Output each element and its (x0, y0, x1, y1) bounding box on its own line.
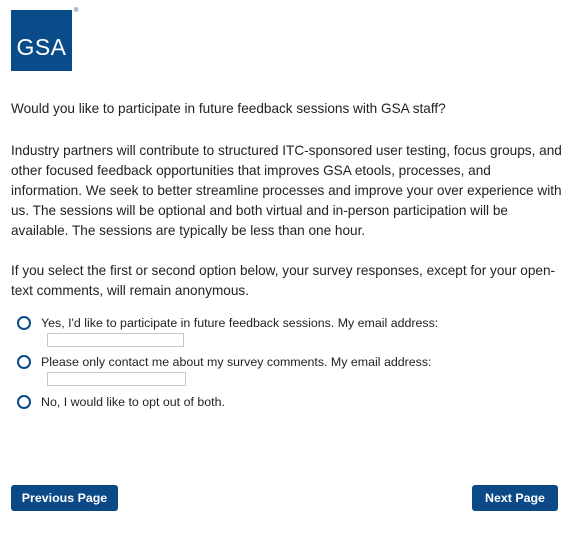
participate-email-input[interactable] (47, 333, 184, 347)
intro-paragraph: Industry partners will contribute to structured ITC-sponsored user testing, focus groups, and other focused feedback opportunities that improves GSA etools, processes, and information. We seek to better streamline processes and improve your over experience with us. The sessions will be optional and both virtual and in-person participation will be available. The sessions are typically be less than one hour. (11, 143, 562, 238)
option-comments-only[interactable] (17, 355, 431, 369)
radio-comments-only[interactable] (17, 355, 31, 369)
option-opt-out-label: No, I would like to opt out of both. (41, 395, 225, 409)
previous-page-button[interactable]: Previous Page (11, 485, 118, 511)
radio-participate[interactable] (17, 316, 31, 330)
logo-text: GSA (16, 34, 67, 60)
anonymity-paragraph: If you select the first or second option below, your survey responses, except for your open-text comments, will remain anonymous. (11, 263, 556, 298)
gsa-logo (11, 10, 72, 71)
registered-mark: ® (74, 8, 79, 14)
option-participate-label: Yes, I'd like to participate in future feedback sessions. My email address: (41, 316, 439, 330)
comments-email-input[interactable] (47, 372, 186, 386)
option-comments-only-label: Please only contact me about my survey comments. My email address: (41, 355, 432, 369)
option-participate[interactable] (17, 316, 438, 330)
question-text: Would you like to participate in future feedback sessions with GSA staff? (11, 101, 446, 116)
next-page-button[interactable]: Next Page (472, 485, 558, 511)
radio-opt-out[interactable] (17, 395, 31, 409)
option-opt-out[interactable] (17, 395, 225, 409)
